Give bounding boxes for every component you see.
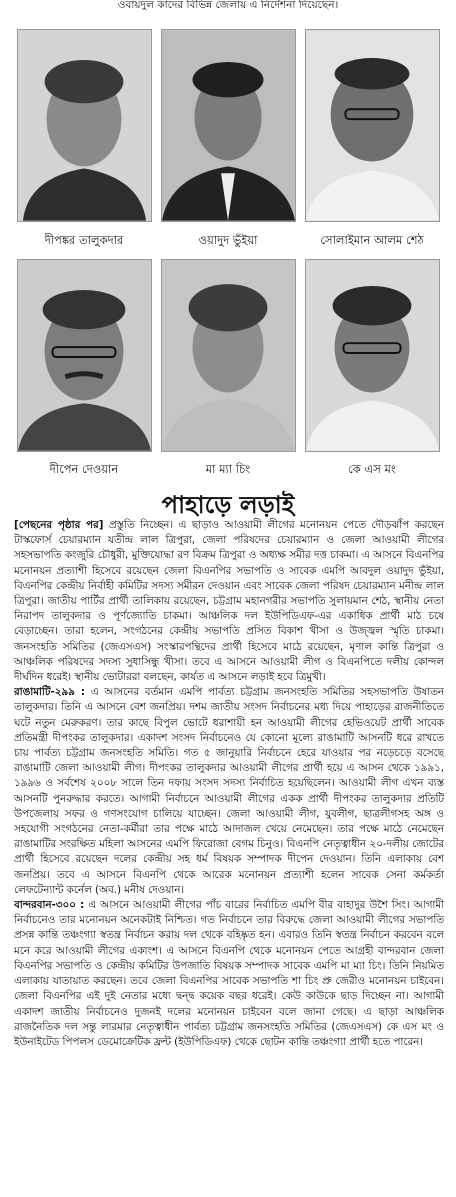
portrait-4-image — [18, 260, 151, 451]
portrait-5-image — [162, 260, 295, 451]
portrait-1-image — [18, 30, 151, 221]
paragraph-1-text: প্রস্তুতি নিচ্ছেন। এ ছাড়াও আওয়ামী লীগের মনোনয়ন পেতে দৌড়ঝাঁপ করছেন টাস্কফোর্স চেয়ারম্যান যতীন্দ্র লাল ত্রিপুরা, জেলা পরিষদের চেয়ারম্যান ও জেলা আওয়ামী লীগের সহসভাপতি কংজুরি চৌধুরী, মুক্তিযোদ্ধা রণ বিক্রম ত্রিপুরা ও অধ্যক্ষ সমীর দত্ত চাকমা। এ আসনে বিএনপির মনোনয়ন প্রত্যাশী হিসেবে রয়েছেন জেলা বিএনপির সভাপতি ও সাবেক এমপি আবদুল ওয়াদুদ ভুঁইয়া, বিএনপির কেন্দ্রীয় নির্বাহী কমিটির সদস্য সমীরন দেওয়ান এবং সাবেক জেলা পরিষদ চেয়ারম্যান মনীন্দ্র লাল ত্রিপুরা। জাতীয় পার্টির প্রার্থী তালিকায় রয়েছেন, চট্টগ্রাম মহানগরীর সভাপতি সুলায়মান শেঠ, স্থানীয় নেতা নিরাপদ তালুকদার ও পূর্ণজ্যোতি চাকমা। আঞ্চলিক দল ইউপিডিএফ-এর একাধিক প্রার্থী মাঠ চষে বেড়াচ্ছেন। তারা হলেন, সংগঠনের কেন্দ্রীয় সভাপতি প্রসিত বিকাশ খীসা ও উজ্জ্বল স্মৃতি চাকমা। জনসংহতি সমিতির (জেএসএস) সংস্কারপন্থিদের প্রার্থী হিসেবে মাঠে রয়েছেন, মৃণাল কান্তি ত্রিপুরা ও আঞ্চলিক পরিষদের সদস্য সুধাসিন্ধু খীসা। তবে এ আসনে আওয়ামী লীগ ও বিএনপিতে দলীয় কোন্দল দীর্ঘদিন ধরেই। স্থানীয় ভোটাররা বলছেন, কার্যত এ আসনে লড়াই হবে ত্রিমুখী। — [14, 519, 444, 684]
portrait-6-image — [306, 260, 439, 451]
portrait-caption-3: সোলাইমান আলম শেঠ — [320, 233, 424, 247]
portrait-photo-3 — [305, 29, 440, 222]
portrait-caption-4: দীপেন দেওয়ান — [49, 462, 119, 476]
portrait-photo-5 — [161, 259, 296, 452]
article-headline: পাহাড়ে লড়াই — [161, 490, 295, 519]
portrait-caption-1: দীপঙ্কর তালুকদার — [44, 233, 124, 247]
paragraph-3-text: এ আসনে আওয়ামী লীগের পাঁচ বারের নির্বাচিত এমপি বীর বাহাদুর উশৈ সিং। আগামী নির্বাচনেও তার মনোনয়ন অনেকটাই নিশ্চিত। গত নির্বাচনে তার বিরুদ্ধে জেলা আওয়ামী লীগের সভাপতি প্রসন্ন কান্তি তঞ্চংগ্যা স্বতন্ত্র নির্বাচন করায় দল থেকে বহিষ্কৃত হন। এবারও তিনি স্বতন্ত্র নির্বাচন করবেন বলে মনে করে আওয়ামী লীগের একাংশ। এ আসনে বিএনপি থেকে মনোনয়ন পেতে আগ্রহী বান্দরবান জেলা বিএনপির সভাপতি ও কেন্দ্রীয় কমিটির উপজাতি বিষয়ক সম্পাদক সাবেক এমপি মা ম্যা চিং। তিনি নিয়মিত এলাকায় যাতায়াত করছেন। তবে জেলা বিএনপির সাবেক সভাপতি শা চিং প্রু জেরীও মনোনয়ন চাইবেন। জেলা বিএনপির এই দুই নেতার মধ্যে দ্বন্দ্ব কয়েক বছর ধরেই। কেউ কাউকে ছাড় দিচ্ছেন না। আগামী একাদশ জাতীয় নির্বাচনেও দুজনই দলের মনোনয়ন চাইবেন বলে জানা গেছে। এ ছাড়া আঞ্চলিক রাজনৈতিক দল সন্তু লারমার নেতৃত্বাধীন পার্বত্য চট্টগ্রাম জনসংহতি সমিতির (জেএসএস) কে এস মং ও ইউনাইটেড পিপলস ডেমোক্রেটিক ফ্রন্ট (ইউপিডিএফ) থেকে ছোটন কান্তি তঞ্চংগ্যা প্রার্থী হতে পারেন। — [14, 899, 444, 1048]
article-paragraph-1 — [14, 518, 444, 685]
portrait-2-image — [162, 30, 295, 221]
portrait-caption-2: ওয়াদুদ ভুঁইয়া — [198, 233, 258, 247]
portrait-photo-4 — [17, 259, 152, 452]
article-paragraph-2 — [14, 685, 444, 898]
constituency-heading-rangamati: রাঙামাটি-২৯৯ : — [14, 686, 85, 699]
paragraph-2-text: এ আসনের বর্তমান এমপি পার্বত্য চট্টগ্রাম জনসংহতি সমিতির সহসভাপতি উষাতন তালুকদার। তিনি এ আসনে বেশ জনপ্রিয়। দশম জাতীয় সংসদ নির্বাচনের মধ্য দিয়ে পাহাড়ের রাজনীতিতে ঘটে নতুন মেরুকরণ। তার কাছে বিপুল ভোটে ধরাশায়ী হন আওয়ামী লীগের হেভিওয়েট প্রার্থী সাবেক প্রতিমন্ত্রী দীপংকর তালুকদার। একাদশ সংসদ নির্বাচনেও যে কোনো মূল্যে রাঙামাটি আসনটি ধরে রাখতে চায় পার্বত্য চট্টগ্রাম জনসংহতি সমিতি। গত ৫ জানুয়ারি নির্বাচনে হেরে যাওয়ার পর নড়েচড়ে বসেছে রাঙামাটি জেলা আওয়ামী লীগ। দীপংকর তালুকদার আওয়ামী লীগের প্রার্থী হয়ে এ আসন থেকে ১৯৯১, ১৯৯৬ ও সর্বশেষ ২০০৮ সালে তিন দফায় সংসদ সদস্য নির্বাচিত হয়েছিলেন। আওয়ামী লীগ এখন ব্যস্ত আসনটি পুনরুদ্ধার করতে। আগামী নির্বাচনে আওয়ামী লীগের একক প্রার্থী দীপংকর তালুকদার প্রতিটি উপজেলায় সফর ও গণসংযোগ চালিয়ে যাচ্ছেন। জেলা আওয়ামী লীগ, যুবলীগ, ছাত্রলীগসহ অঙ্গ ও সহযোগী সংগঠনের নেতা-কর্মীরা তার পক্ষে মাঠে আদাজল খেয়ে নেমেছেন। তার পক্ষে মাঠে নেমেছেন রাঙামাটির সংরক্ষিত মহিলা আসনের এমপি ফিরোজা বেগম চিনুও। বিএনপি নেতৃত্বাধীন ২০-দলীয় জোটের প্রার্থী হিসেবে রয়েছেন দলের কেন্দ্রীয় সহ ধর্ম বিষয়ক সম্পাদক দীপেন দেওয়ান। তিনি এলাকায় বেশ জনপ্রিয়। তবে এ আসনে বিএনপি থেকে আরেক মনোনয়ন প্রত্যাশী হলেন সাবেক সেনা কর্মকর্তা লেফটেন্যান্ট কর্নেল (অব.) মনীষ দেওয়ান। — [14, 686, 444, 896]
portrait-photo-6 — [305, 259, 440, 452]
portrait-3-image — [306, 30, 439, 221]
constituency-heading-bandarban: বান্দরবান-৩০০ : — [14, 899, 85, 912]
portrait-caption-5: মা ম্যা চিং — [205, 462, 251, 476]
portrait-photo-2 — [161, 29, 296, 222]
article-body — [14, 518, 444, 1196]
top-line-text: ওবায়দুল কাদের বিভিন্ন জেলায় এ নির্দেশনা দিয়েছেন। — [117, 0, 339, 11]
article-paragraph-3 — [14, 898, 444, 1050]
portrait-photo-1 — [17, 29, 152, 222]
continued-from-tag: [পেছনের পৃষ্ঠার পর] — [14, 519, 104, 531]
portrait-caption-6: কে এস মং — [348, 462, 396, 476]
